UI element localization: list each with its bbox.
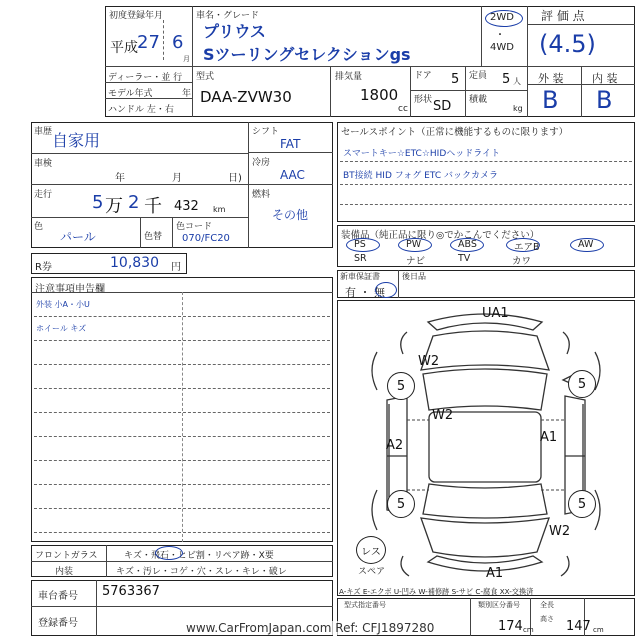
color-label: 色 <box>34 222 44 232</box>
notes-rule <box>34 388 330 389</box>
spare-label: スペア <box>358 567 386 577</box>
mileage-5: 5 <box>92 192 104 213</box>
mileage-sen: 千 <box>144 196 162 217</box>
notes-rule <box>34 316 330 317</box>
damage-a2: A2 <box>386 438 404 453</box>
notes-title: 注意事項申告欄 <box>35 284 105 295</box>
model-year-label: モデル年式 <box>108 89 153 99</box>
reg-month: 6 <box>172 32 184 53</box>
model-year-unit: 年 <box>182 89 192 99</box>
score-label: 評 価 点 <box>541 9 585 23</box>
equipment-item-top-3: エアB <box>514 242 540 253</box>
notes-rule <box>34 364 330 365</box>
insp-month-unit: 月 <box>172 173 182 184</box>
capacity-label: 定員 <box>469 71 488 81</box>
length-label: 全長 <box>540 601 554 609</box>
load-label: 積載 <box>469 95 488 105</box>
equipment-item-top-2: ABS <box>458 239 477 250</box>
door-label: ドア <box>414 71 432 81</box>
exterior-label: 外 装 <box>538 72 564 85</box>
car-name: プリウス <box>203 22 266 41</box>
shape-value: SD <box>433 99 452 114</box>
notes-rule <box>34 508 330 509</box>
score-value: (4.5) <box>539 30 596 58</box>
watermark: www.CarFromJapan.com Ref: CFJ1897280 <box>186 621 435 635</box>
drive-dot: ・ <box>495 30 505 41</box>
form-number-label: 型式指定番号 <box>344 601 386 609</box>
warranty-value: 有 ・ 無 <box>345 286 385 299</box>
notes-rule <box>34 340 330 341</box>
damage-w2-mid: W2 <box>432 408 454 423</box>
km-unit: km <box>213 205 226 214</box>
sales-point-title: セールスポイント（正常に機能するものに限ります） <box>341 127 569 138</box>
reg-year: 27 <box>137 32 160 53</box>
height-label: 高さ <box>540 615 554 623</box>
car-grade: Sツーリングセレクションgs <box>203 45 411 64</box>
tire-front-right: 5 <box>568 370 596 398</box>
color-swap-label: 色替 <box>144 232 163 242</box>
capacity-value: 5 <box>502 72 511 87</box>
shape-label: 形状 <box>414 95 433 105</box>
damage-w2-rear: W2 <box>549 524 571 539</box>
reg-era: 平成 <box>110 40 138 56</box>
damage-a1-right: A1 <box>540 430 558 445</box>
ac-label: 冷房 <box>252 158 271 168</box>
chip-circle <box>155 546 183 560</box>
use-value: 自家用 <box>52 131 101 150</box>
front-glass-label: フロントガラス <box>35 551 98 561</box>
mileage-rest: 432 <box>174 199 199 214</box>
r-ticket-label: R券 <box>35 262 52 273</box>
spare-tire-circle: レス <box>356 536 386 564</box>
notes-rule <box>34 460 330 461</box>
tire-rear-left: 5 <box>387 490 415 518</box>
fuel-label: 燃料 <box>252 190 271 200</box>
damage-legend: A-キズ E-エクボ U-凹み W-補修跡 S-サビ C-腐食 XX-交換済 <box>339 587 534 596</box>
height-unit: cm <box>593 626 604 634</box>
r-ticket-box <box>31 253 187 274</box>
interior-grade: B <box>596 86 613 114</box>
mileage-man: 万 <box>105 196 123 217</box>
displacement-label: 排気量 <box>335 72 363 82</box>
equipment-item-bottom-3: カワ <box>512 256 532 267</box>
record-label: 後日品 <box>402 272 426 281</box>
equipment-item-top-1: PW <box>406 239 422 250</box>
mileage-label: 走行 <box>34 190 53 200</box>
interior-row-value: キズ・汚レ・コゲ・穴・スレ・キレ・破レ <box>116 567 287 577</box>
equipment-title: 装備品（純正品に限り◎でかこんでください） <box>341 230 540 241</box>
door-value: 5 <box>451 72 460 87</box>
yen-unit: 円 <box>171 262 181 273</box>
shift-value: FAT <box>280 137 301 151</box>
notes-rule <box>34 484 330 485</box>
notes-rule <box>34 436 330 437</box>
damage-a1-bottom: A1 <box>486 566 504 581</box>
exterior-grade: B <box>542 86 559 114</box>
capacity-unit: 人 <box>513 77 521 86</box>
displacement-value: 1800 <box>360 86 399 104</box>
chassis-label: 車台番号 <box>38 591 78 602</box>
month-unit: 月 <box>183 55 190 63</box>
handle-label: ハンドル 左・右 <box>108 105 174 115</box>
type-value: DAA-ZVW30 <box>200 88 292 106</box>
damage-ua1: UA1 <box>482 306 509 321</box>
tire-front-left: 5 <box>387 372 415 400</box>
notes-line-2: ホイール キズ <box>36 324 87 333</box>
color-value: パール <box>60 230 96 244</box>
drive-4wd: 4WD <box>490 42 514 53</box>
shift-label: シフト <box>252 127 280 137</box>
notes-line-1: 外装 小A・小U <box>36 300 90 309</box>
ac-value: AAC <box>280 168 305 182</box>
inspection-label: 車検 <box>34 159 53 169</box>
equipment-item-bottom-2: TV <box>458 253 471 264</box>
length-unit: cm <box>523 626 534 634</box>
height-value: 147 <box>566 619 591 634</box>
color-code-value: 070/FC20 <box>182 233 230 244</box>
interior-row-label: 内装 <box>55 567 74 577</box>
color-code-label: 色コード <box>176 222 213 232</box>
front-glass-value: キズ・飛石・ヒビ割・リペア跡・X要 <box>124 551 274 561</box>
sales-point-line-1: スマートキー☆ETC☆HIDヘッドライト <box>343 149 500 159</box>
notes-rule <box>34 532 330 533</box>
length-value: 174 <box>498 619 523 634</box>
reg-date-label: 初度登録年月 <box>109 11 164 21</box>
cc-unit: cc <box>398 104 408 114</box>
type-label: 型式 <box>196 72 215 82</box>
registration-label: 登録番号 <box>38 618 78 629</box>
interior-label: 内 装 <box>592 72 618 85</box>
equipment-item-bottom-0: SR <box>354 253 367 264</box>
mileage-2: 2 <box>128 192 140 213</box>
insp-year-unit: 年 <box>115 173 125 184</box>
tire-rear-right: 5 <box>568 490 596 518</box>
damage-w2-front: W2 <box>418 354 440 369</box>
equipment-item-top-4: AW <box>578 239 594 250</box>
sales-point-line-2: BT接続 HID フォグ ETC バックカメラ <box>343 171 498 181</box>
car-name-label: 車名・グレード <box>196 11 260 21</box>
r-ticket-value: 10,830 <box>110 255 159 271</box>
fuel-value: その他 <box>272 208 309 222</box>
drive-2wd: 2WD <box>490 12 514 23</box>
warranty-label: 新車保証書 <box>340 272 380 281</box>
warranty-none-circle <box>375 282 397 298</box>
notes-rule <box>34 412 330 413</box>
use-label: 車歴 <box>34 127 53 137</box>
chassis-value: 5763367 <box>102 584 160 599</box>
kg-unit: kg <box>513 104 523 113</box>
insp-day-unit: 日) <box>228 173 242 184</box>
class-number-label: 類別区分番号 <box>478 601 520 609</box>
equipment-item-bottom-1: ナビ <box>406 256 426 267</box>
dealer-label: ディーラー・並 行 <box>108 73 183 83</box>
equipment-item-top-0: PS <box>354 239 366 250</box>
